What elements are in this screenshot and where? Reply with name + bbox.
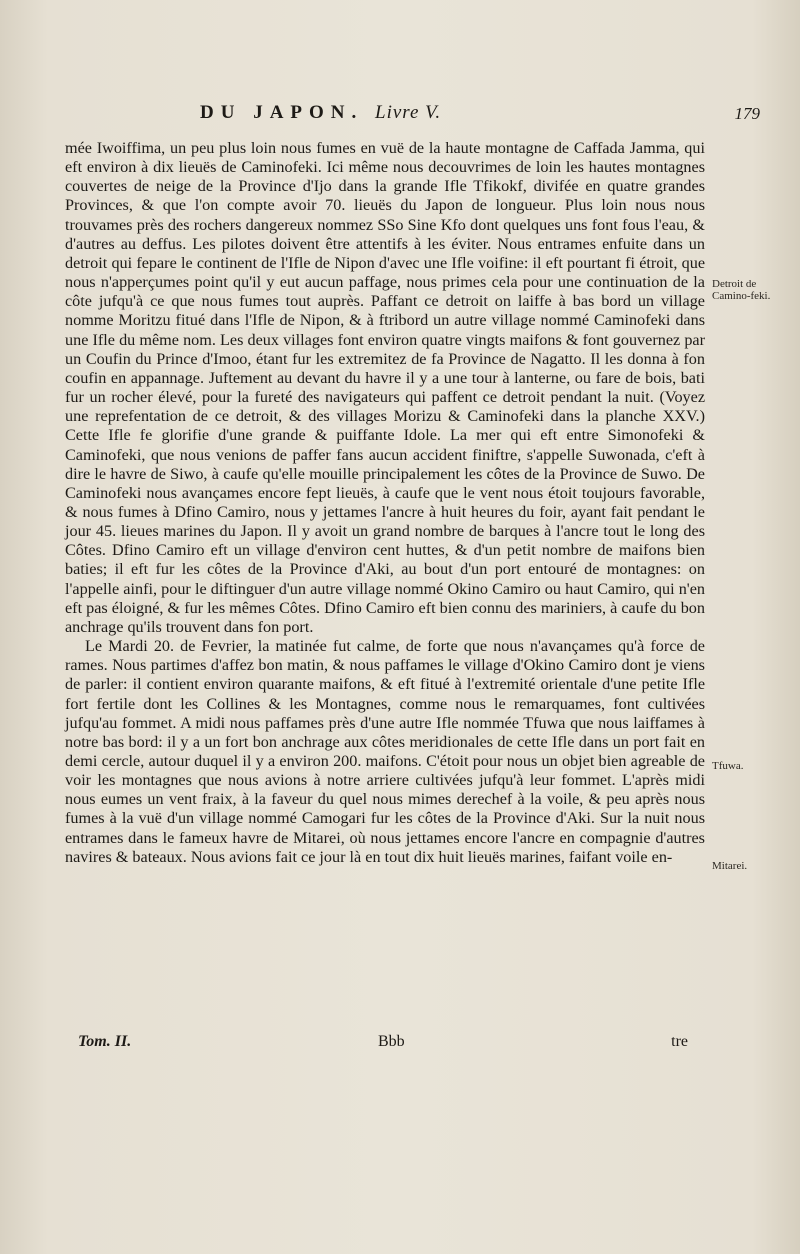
body-text: [65, 139, 705, 867]
page-header: [200, 102, 760, 128]
book-label: Livre V.: [375, 102, 442, 123]
margin-note-detroit: Detroit de Camino-feki.: [712, 278, 771, 302]
paragraph: mée Iwoiffima, un peu plus loin nous fumes en vuë de la haute montagne de Caffada Jamma, qui eft environ à dix lieuës de Caminofeki. Ici même nous decouvrimes de loin les hautes montagnes couvertes de neige de la Province d'Ijo dans la grande Ifle Tfikokf, divifée en quatre grandes Provinces, & que l'on compte avoir 70. lieuës du Japon de longueur. Plus loin nous nous trouvames près des rochers dangereux nommez SSo Sine Kfo dont quelques uns font fous l'eau, & d'autres au deffus. Les pilotes doivent être attentifs à les éviter. Nous entrames enfuite dans un detroit qui fepare le continent de l'Ifle de Nipon d'avec une Ifle voifine: il eft pourtant fi étroit, que nous n'apperçumes point qu'il y eut aucun paffage, nous primes cela pour une continuation de la côte jufqu'à ce que nous fumes tout auprès. Paffant ce detroit on laiffe à bas bord un village nomme Moritzu fitué dans l'Ifle de Nipon, & à ftribord un autre village nommé Caminofeki dans une Ifle du même nom. Les deux villages font environ quatre vingts maifons & font gouvernez par un Coufin du Prince d'Imoo, étant fur les extremitez de fa Province de Nagatto. Il les donna à fon coufin en appannage. Juftement au devant du havre il y a une tour à lanterne, ou fare de bois, bati fur un rocher élevé, pour la fureté des navigateurs qui paffent ce detroit pendant la nuit. (Voyez une reprefentation de ce detroit, & des villages Morizu & Caminofeki dans la planche XXV.) Cette Ifle fe glorifie d'une grande & puiffante Idole. La mer qui eft entre Simonofeki & Caminofeki, que nous venions de paffer fans aucun accident finiftre, s'appelle Suwonada, c'eft à dire le havre de Siwo, à caufe qu'elle mouille principalement les côtes de la Province de Suwo. De Caminofeki nous avançames encore fept lieuës, à caufe que le vent nous étoit toujours favorable, & nous fumes à Dfino Camiro, nous y jettames l'ancre à huit heures du foir, ayant fait pendant le jour 45. lieues marines du Japon. Il y avoit un grand nombre de barques à l'ancre tout le long des Côtes. Dfino Camiro eft un village d'environ cent huttes, & d'un petit nombre de maifons bien baties; il eft fur les côtes de la Province d'Aki, au bout d'un port entouré de montagnes: on l'appelle ainfi, pour le diftinguer d'un autre village nommé Okino Camiro ou haut Camiro, qui n'en eft pas éloigné, & fur les mêmes Côtes. Dfino Camiro eft bien connu des mariniers, à caufe du bon anchrage qu'ils trouvent dans fon port.: [65, 139, 705, 636]
page-number: 179: [734, 104, 760, 123]
running-head: DU JAPON. Livre V.: [200, 102, 442, 123]
margin-note-mitarei: Mitarei.: [712, 860, 748, 872]
catchword: tre: [671, 1033, 688, 1050]
signature-mark: Bbb: [378, 1033, 405, 1050]
paragraph: Le Mardi 20. de Fevrier, la matinée fut calme, de forte que nous n'avançames qu'à force de rames. Nous partimes d'affez bon matin, & nous paffames le village d'Okino Camiro dont je viens de parler: il contient environ quarante maifons, & eft fitué à l'extremité orientale d'une petite Ifle fort fertile dont les Collines & les Montagnes, comme nous le remarquames, font cultivées jufqu'au fommet. A midi nous paffames près d'une autre Ifle nommée Tfuwa que nous laiffames à notre bas bord: il y a un fort bon anchrage aux côtes meridionales de cette Ifle dans un port fait en demi cercle, autour duquel il y a environ 200. maifons. C'étoit pour nous un objet bien agreable de voir les montagnes que nous avions à notre arriere cultivées jufqu'à leur fommet. L'après midi nous eumes un vent fraix, à la faveur du quel nous mimes derechef à la voile, & peu après nous fumes à la vuë d'un village nommé Camogari fur les côtes de la Province d'Aki. Sur la nuit nous entrames dans le fameux havre de Mitarei, où nous jettames encore l'ancre en compagnie d'autres navires & bateaux. Nous avions fait ce jour là en tout dix huit lieuës marines, faifant voile en-: [65, 637, 705, 866]
tome-label: Tom. II.: [78, 1033, 132, 1050]
page-footer: [78, 1033, 688, 1053]
margin-note-tsuwa: Tfuwa.: [712, 760, 744, 772]
